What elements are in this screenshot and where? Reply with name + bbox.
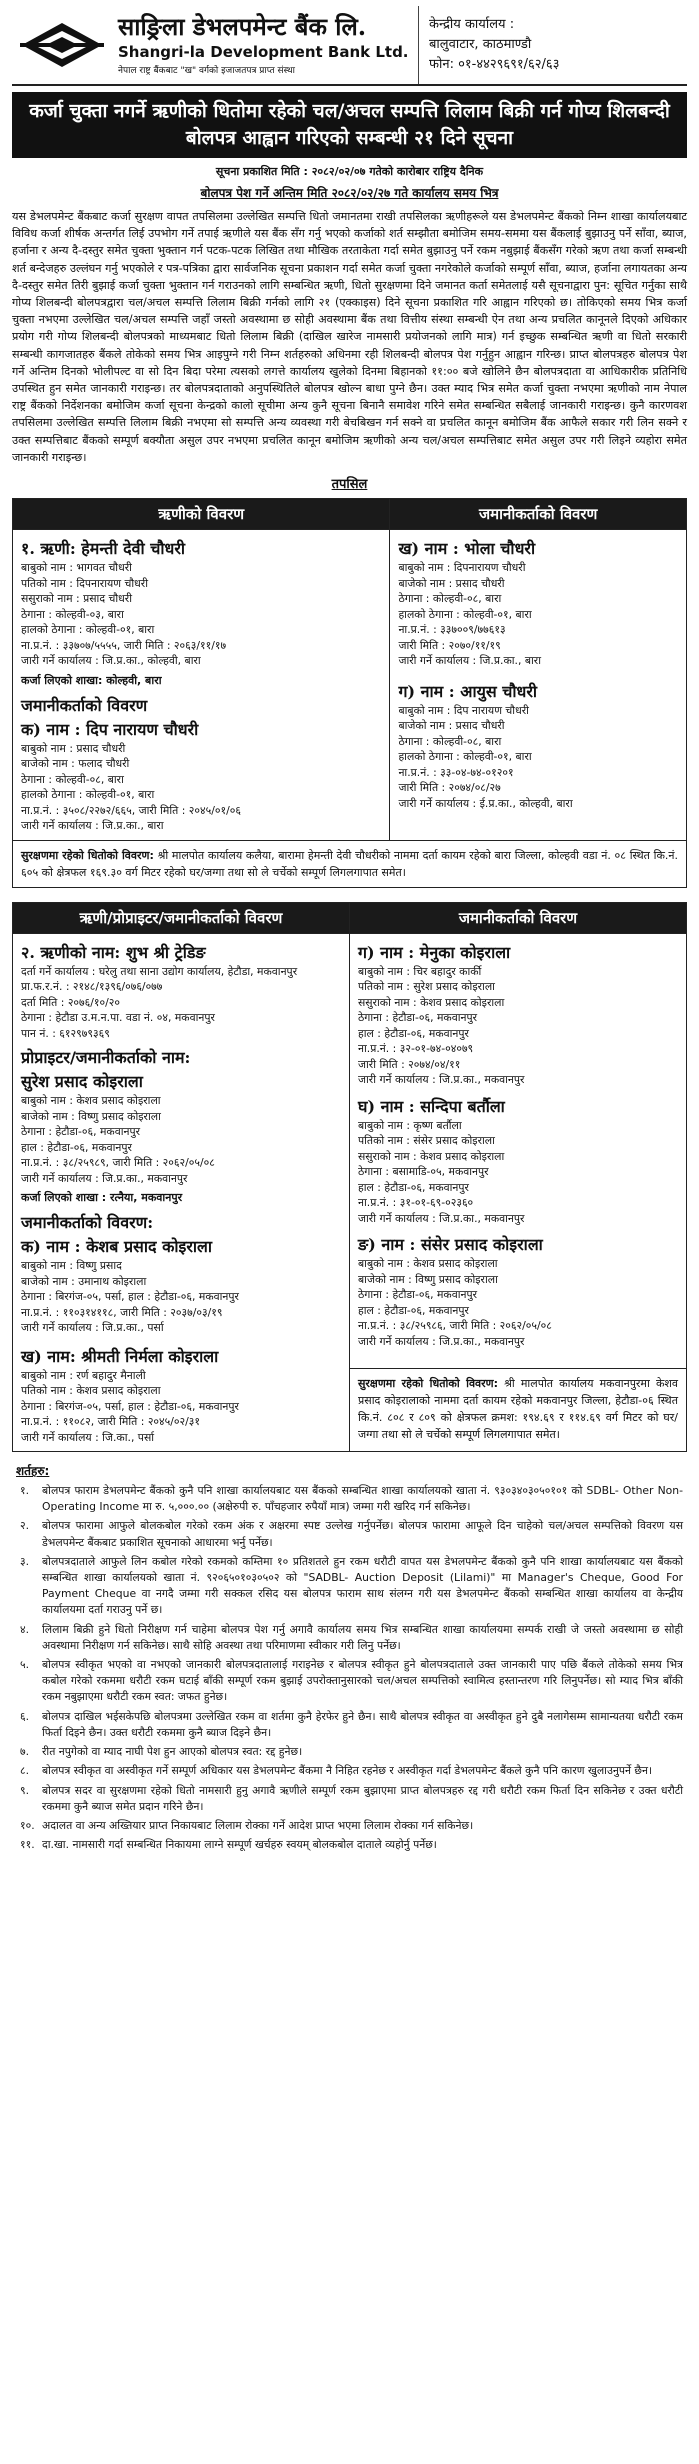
borrower-table-2 [12,902,687,1453]
guarantor-detail: ना.प्र.नं. : ३५०८/२२७२/६६५, जारी मिति : २०४५/०१/०६ [21,803,241,817]
table2-left-cell [13,933,350,1452]
table1-left-cell [13,530,390,841]
guarantor-detail: जारी गर्ने कार्यालय : जि.प्र.का., मकवानपुर [358,1211,525,1225]
bank-tagline: नेपाल राष्ट्र बैंकबाट "ख" वर्गको इजाजतपत्र प्राप्त संस्था [118,66,296,76]
guarantor-detail: बाबुको नाम : दिपनारायण चौधरी [398,561,526,575]
guarantor-detail: जारी मिति : २०७०/११/१९ [398,638,501,652]
security-text: श्री मालपोत कार्यालय मकवानपुरमा केशव प्रसाद कोइरालाको नाममा दर्ता कायम रहेको मकवानपुर जिल्ला, हेटौडा-०६ स्थित कि.नं. ८०८ र ८०९ को क्षेत्रफल क्रमश: १९४.६९ र ११४.६९ वर्ग मिटर को घर/जग्गा तथा सो ले चर्चेको सम्पूर्ण लिगलगापात समेत। [358,1376,678,1441]
terms-heading: शर्तहरु: [16,1464,50,1479]
guarantor-detail: बाजेको नाम : विष्णु प्रसाद कोइराला [358,1272,498,1286]
bank-logo-icon [20,21,104,69]
guarantor-detail: पतिको नाम : केशव प्रसाद कोइराला [21,1384,161,1398]
guarantor-detail: जारी मिति : २०७४/०८/२७ [398,781,501,795]
publish-date: सूचना प्रकाशित मिति : २०८२/०२/०७ गतेको कारोबार राष्ट्रिय दैनिक [215,165,484,178]
term-item [12,1554,687,1619]
guarantor-detail: बाबुको नाम : केशव प्रसाद कोइराला [358,1257,498,1271]
guarantor-detail: बाबुको नाम : कृष्ण बर्तौला [358,1118,462,1132]
office-phone: फोन: ०१-४४२९६९१/६२/६३ [429,57,560,72]
office-info [418,6,687,84]
proprietor-detail: जारी गर्ने कार्यालय : जि.प्र.का., मकवानपुर [21,1171,188,1185]
term-text: लिलाम बिक्री हुने धितो निरीक्षण गर्न चाहेमा बोलपत्र पेश गर्नु अगावै कार्यालय समय भित्र सम्बन्धित शाखा कार्यालयमा सम्पर्क राखी जे जस्तो अवस्थामा छ सोही अवस्थामा निरीक्षण गर्न सकिनेछ। साथै सोहि अवस्था तथा परिमाणमा स्वीकार गरी लिनु पर्नेछ। [42,1622,683,1652]
guarantor-detail: बाबुको नाम : रर्ण बहादुर मैनाली [21,1368,146,1382]
term-item [12,1837,687,1853]
term-item [12,1622,687,1654]
guarantor-name: ङ) नाम : संसेर प्रसाद कोइराला [358,1235,543,1255]
term-text: बोलपत्र फारामा आफुले बोलकबोल गरेको रकम अंक र अक्षरमा स्पष्ट उल्लेख गर्नुपर्नेछ। बोलपत्र फारामा आफूले दिन चाहेको चल/अचल सम्पत्तिको विवरण यस डेभलपमेन्ट बैंकबाट प्रकाशित सूचनाको आधारमा भर्नु पर्नेछ। [42,1519,683,1549]
security-label: सुरक्षणमा रहेको धितोको विवरण: [358,1376,499,1390]
guarantor-detail: बाबुको नाम : प्रसाद चौधरी [21,741,126,755]
table2-right-cell [350,933,687,1368]
guarantor-detail: ठेगाना : बसामाडि-०५, मकवानपुर [358,1165,489,1179]
security-details-1 [13,840,687,887]
borrower-detail: जारी गर्ने कार्यालय : जि.प्र.का., कोल्हवी, बारा [21,654,201,668]
borrower-detail: ससुराको नाम : प्रसाद चौधरी [21,592,132,606]
guarantor-detail: ठेगाना : बिरगंज-०५, पर्सा, हाल : हेटौडा-०६, मकवानपुर [21,1399,239,1413]
borrower-detail: हालको ठेगाना : कोल्हवी-०१, बारा [21,623,155,637]
table2-col1-header: ऋणी/प्रोप्राइटर/जमानीकर्ताको विवरण [13,902,350,933]
borrower-detail: बाबुको नाम : भागवत चौधरी [21,561,132,575]
bank-name-english: Shangri-la Development Bank Ltd. [118,43,409,61]
guarantor-detail: जारी गर्ने कार्यालय : जि.प्र.का., पर्सा [21,1321,164,1335]
term-item [12,1518,687,1550]
proprietor-detail: ठेगाना : हेटौडा-०६, मकवानपुर [21,1125,141,1139]
term-number: ७. [20,1745,30,1759]
guarantor-detail: बाजेको नाम : प्रसाद चौधरी [398,719,505,733]
guarantor-detail: जारी मिति : २०७४/०४/११ [358,1057,461,1071]
guarantor-name: ग) नाम : मेनुका कोइराला [358,942,511,962]
term-item [12,1657,687,1706]
guarantor-detail: पतिको नाम : संसेर प्रसाद कोइराला [358,1134,495,1148]
guarantor-detail: बाबुको नाम : चिर बहादुर कार्की [358,964,482,978]
guarantor-detail: ठेगाना : बिरगंज-०५, पर्सा, हाल : हेटौडा-०६, मकवानपुर [21,1290,239,1304]
table2-col2-header: जमानीकर्ताको विवरण [350,902,687,933]
guarantor-name: घ) नाम : सन्दिपा बर्तौला [358,1096,505,1116]
term-item [12,1483,687,1515]
guarantor-detail: ना.प्र.नं. : ११०८२, जारी मिति : २०४५/०२/३१ [21,1415,201,1429]
office-address: बालुवाटार, काठमाण्डौ [429,37,532,52]
guarantor-detail: ठेगाना : कोल्हवी-०८, बारा [398,734,502,748]
guarantor-detail: ना.प्र.नं. : ११०३१४११८, जारी मिति : २०३७/०३/१९ [21,1305,223,1319]
guarantor-detail: ना.प्र.नं. : ३३७००९/७७६१३ [398,623,506,637]
office-label: केन्द्रीय कार्यालय : [429,17,515,32]
term-number: ९. [20,1783,30,1797]
guarantor-detail: जारी गर्ने कार्यालय : ई.प्र.का., कोल्हवी, बारा [398,796,573,810]
term-number: ८. [20,1764,30,1778]
guarantor-detail: ना.प्र.नं. : ३८/२५९८६, जारी मिति : २०६२/०५/०८ [358,1319,552,1333]
security-text: श्री मालपोत कार्यालय कलैया, बारामा हेमन्ती देवी चौधरीको नाममा दर्ता कायम रहेको बारा जिल्ला, कोल्हवी वडा नं. ०८ स्थित कि.नं. ६०५ को क्षेत्रफल १६९.३० वर्ग मिटर रहेको घर/जग्गा तथा सो ले चर्चेको सम्पूर्ण लिगलगापात समेत। [21,848,678,879]
tapsil-heading: तपसिल [331,477,368,493]
guarantor-detail: ससुराको नाम : केशव प्रसाद कोइराला [358,995,505,1009]
guarantor-name: क) नाम : केशब प्रसाद कोइराला [21,1237,213,1257]
notice-headline: कर्जा चुक्ता नगर्ने ऋणीको धितोमा रहेको चल/अचल सम्पत्ति लिलाम बिक्री गर्न गोप्य शिलबन्दी बोलपत्र आह्वान गरिएको सम्बन्धी २१ दिने सूचना [12,92,687,158]
term-text: बोलपत्रदाताले आफुले लिन कबोल गरेको रकमको कम्तिमा १० प्रतिशतले हुन रकम धरौटी वापत यस डेभलपमेन्ट बैंकको कुनै पनि शाखा कार्यालयबाट यस बैंकको सम्बन्धित शाखा कार्यालयको खाता नं. ९२०६५०१०३०५०२ को "SADBL- Auction Deposit (Lilami)" मा Manager's Cheque, Good For Payment Cheque वा नगदै जम्मा गरी सक्कल रसिद यस बोलपत्र फाराम साथ संलग्न गरी यस डेभलपमेन्ट बैंकको सम्बन्धित शाखा कार्यालय वा केन्द्रीय कार्यालयमा दर्ता गराउनु पर्ने छ। [42,1554,683,1617]
guarantor-detail: बाबुको नाम : विष्णु प्रसाद [21,1259,122,1273]
guarantor-detail: ना.प्र.नं. : ३२-०१-७४-०४०७९ [358,1042,474,1056]
borrower-name: १. ऋणी: हेमन्ती देवी चौधरी [21,539,186,559]
guarantor-detail: हालको ठेगाना : कोल्हवी-०१, बारा [398,607,532,621]
guarantor-name: ख) नाम : भोला चौधरी [398,539,536,559]
guarantor-heading: जमानीकर्ताको विवरण: [21,1213,154,1233]
guarantor-detail: जारी गर्ने कार्यालय : जि.प्र.का., बारा [398,654,541,668]
borrower-detail: ठेगाना : हेटौडा उ.म.न.पा. वडा नं. ०४, मकवानपुर [21,1011,215,1025]
term-item [12,1818,687,1834]
borrower-detail: ठेगाना : कोल्हवी-०३, बारा [21,607,124,621]
term-text: बोलपत्र सदर वा सुरक्षणमा रहेको धितो नामसारी हुनु अगावै ऋणीले सम्पूर्ण रकम बुझाएमा प्राप्त बोलपत्रहरु रद्द गरी धरौटी रकम फिर्ता दिन सकिनेछ र उक्त धरौटी रकममा कुनै ब्याज समेत प्रदान गरिने छैन। [42,1783,683,1813]
terms-list [12,1483,687,1853]
proprietor-detail: हाल : हेटौडा-०६, मकवानपुर [21,1140,132,1154]
guarantor-detail: जारी गर्ने कार्यालय : जि.प्र.का., मकवानपुर [358,1073,525,1087]
term-text: दा.खा. नामसारी गर्दा सम्बन्धित निकायमा लाग्ने सम्पूर्ण खर्चहरु स्वयम् बोलकबोल दाताले व्यहोर्नु पर्नेछ। [42,1838,437,1852]
borrower-detail: ना.प्र.नं. : ३३७०७/५५५५, जारी मिति : २०६३/११/१७ [21,638,227,652]
guarantor-heading: जमानीकर्ताको विवरण [21,695,148,715]
table1-col2-header: जमानीकर्ताको विवरण [390,499,687,530]
guarantor-detail: पतिको नाम : सुरेश प्रसाद कोइराला [358,980,495,994]
bank-logo [12,6,112,84]
guarantor-detail: जारी गर्ने कार्यालय : जि.का., पर्सा [21,1430,155,1444]
table1-right-cell [390,530,687,841]
guarantor-detail: ठेगाना : कोल्हवी-०८, बारा [398,592,502,606]
borrower-name: २. ऋणीको नाम: शुभ श्री ट्रेडिङ [21,942,206,962]
term-number: १. [20,1484,30,1498]
guarantor-detail: ठेगाना : हेटौडा-०६, मकवानपुर [358,1011,478,1025]
guarantor-name: क) नाम : दिप नारायण चौधरी [21,719,199,739]
term-text: बोलपत्र दाखिल भईसकेपछि बोलपत्रमा उल्लेखित रकम वा शर्तमा कुनै हेरफेर हुने छैन। साथै बोलपत्र स्वीकृत वा अस्वीकृत हुने दुबै नलागेसम्म सामान्यतया धरौटी रकम फिर्ता दिइने छैन। उक्त धरौटी रकममा कुनै ब्याज दिइने छैन। [42,1709,683,1739]
guarantor-detail: बाजेको नाम : फलाद चौधरी [21,757,130,771]
guarantor-detail: ठेगाना : कोल्हवी-०८, बारा [21,772,124,786]
guarantor-detail: ना.प्र.नं. : ३३-०४-७४-०१२०१ [398,765,514,779]
proprietor-detail: बाजेको नाम : विष्णु प्रसाद कोइराला [21,1109,161,1123]
loan-branch: कर्जा लिएको शाखा: कोल्हवी, बारा [21,673,162,687]
notice-body: यस डेभलपमेन्ट बैंकबाट कर्जा सुरक्षण वापत तपसिलमा उल्लेखित सम्पत्ति धितो जमानतमा राखी तपसिलका ऋणीहरूले यस डेभलपमेन्ट बैंकको निम्न शाखा कार्यालयबाट विविध कर्जा शीर्षक अन्तर्गत लिई उपभोग गर्ने तपाई ऋणीले यस बैंक सँग गर्नु भएको कर्जाको शर्त सम्झौता बमोजिम समय-सममा यस बैंकलाई बुझाउनु पर्ने साँवा, ब्याज, हर्जाना र अन्य दै-दस्तुर समेत चुक्ता भुक्तान गर्न पटक-पटक लिखित तथा मौखिक तरताकेता गर्दा समेत बुझाउनु पर्ने रकम नबुझाई बैंकसँग गरेको ऋण तथा कर्जा सम्बन्धी शर्त बन्देजहरु उल्लंघन गर्नु भएकोले र पत्र-पत्रिका द्वारा सार्वजनिक सूचना प्रकाशन गर्दा समेत कर्जा चुक्ता नगरेकोले कर्जाको सम्पूर्ण साँवा, ब्याज, हर्जाना लगायतका अन्य दै-दस्तुर समेत तिरी बुझाई कर्जा चुक्ता भुक्तान गर्न गराउनको लागि सम्बन्धित ऋणी, धितो सुरक्षणमा दिने जमानत कर्ता समेतलाई यसै सूचनाद्वारा पुन: सूचित गर्नुका साथै गोप्य शिलबन्दी बोलपत्रद्वारा चल/अचल सम्पत्ति लिलाम बिक्री गर्नको लागि २१ (एक्काइस) दिने सूचना प्रकाशित गरि आह्वान गरिएको छ। तोकिएको समय भित्र कर्जा चुक्ता नभएमा उल्लेखित चल/अचल सम्पत्ति जहाँ जस्तो अवस्थामा छ सोही अवस्थामा बैंक तथा वित्तीय संस्था सम्बन्धी ऐन तथा अन्य प्रचलित कानूनले दिएको अधिकार प्रयोग गरी गोप्य शिलबन्दी बोलपत्रको माध्यमबाट धितो लिलाम बिक्री (दाखिल खारेज नामसारी प्रयोजनको लागि मात्र) गर्न इच्छुक सम्बन्धित ऋणी वा धितो सरकारी सम्बन्धी कागजातहरु बैंकले तोकेको समय भित्र आइपुग्ने गरी निम्न शर्तहरुको अधिनमा रही शिलबन्दी बोलपत्र पेश गर्नुहुन आह्वान गरिन्छ। प्राप्त बोलपत्रहरु बोलपत्र पेश गर्ने अन्तिम दिनको भोलीपल्ट वा सो दिन बिदा परेमा त्यसको लगत्ते कार्यालय खुलेको दिनमा बिहानको ११:०० बजे खोलिने छैन बोलपत्रदाता वा आधिकारीक प्रतिनिधि उपस्थित हुन समेत जानकारी गराइन्छ। तर बोलपत्रदाताको अनुपस्थितिले बोलपत्र खोल्न बाधा पुग्ने छैन। उक्त म्याद भित्र समेत कर्जा चुक्ता नभएमा ऋणीको नाम नेपाल राष्ट्र बैंकको निर्देशनका बमोजिम कर्जा सूचना केन्द्रको कालो सूचीमा अन्य कुनै सूचना बिनानै समावेश गरिने समेत सम्बन्धित सबैलाई जानकारी गराइन्छ। कुनै कारणवश तपसिलमा उल्लेखित सम्पत्ति लिलाम बिक्री नभएमा सो सम्पत्ति अन्य व्यवस्था गरी बेचबिखन गर्न सक्ने वा प्रचलित कानून बमोजिम बैंक आफैले सकार गरी लिन सक्ने र उक्त सम्पत्तिबाट बैंकको सम्पूर्ण बक्यौता असुल उपर नभएमा प्रचलित कानून बमोजिम ऋणीको अन्य चल/अचल सम्पत्तिबाट समेत असुल उपर गरी लिइने व्यहोरा समेत जानकारी गराइन्छ। [12,210,687,464]
borrower-table-1 [12,498,687,888]
term-item [12,1783,687,1815]
term-text: रीत नपुगेको वा म्याद नाघी पेश हुन आएको बोलपत्र स्वत: रद्द हुनेछ। [42,1745,303,1759]
borrower-detail: पतिको नाम : दिपनारायण चौधरी [21,576,149,590]
borrower-detail: पान नं. : ६१२९७९३६९ [21,1026,110,1040]
bank-names [112,6,418,84]
term-item [12,1744,687,1760]
bank-header [12,6,687,86]
term-number: ६. [20,1709,30,1723]
guarantor-detail: बाजेको नाम : प्रसाद चौधरी [398,576,505,590]
term-number: २. [20,1519,30,1533]
proprietor-heading: प्रोप्राइटर/जमानीकर्ताको नाम: [21,1048,191,1068]
proprietor-detail: बाबुको नाम : केशव प्रसाद कोइराला [21,1094,161,1108]
term-item [12,1709,687,1741]
term-text: अदालत वा अन्य अख्तियार प्राप्त निकायबाट लिलाम रोक्का गर्ने आदेश प्राप्त भएमा लिलाम रोक्का गर्न सकिनेछ। [42,1818,474,1832]
guarantor-name: ग) नाम : आयुस चौधरी [398,681,538,701]
term-number: १०. [20,1818,35,1832]
guarantor-detail: बाजेको नाम : उमानाथ कोइराला [21,1274,147,1288]
last-submission-date: बोलपत्र पेश गर्ने अन्तिम मिति २०८२/०२/२७ गते कार्यालय समय भित्र [200,186,499,200]
term-number: ४. [20,1622,30,1636]
guarantor-detail: बाबुको नाम : दिप नारायण चौधरी [398,703,529,717]
guarantor-detail: ठेगाना : हेटौडा-०६, मकवानपुर [358,1288,478,1302]
guarantor-detail: जारी गर्ने कार्यालय : जि.प्र.का., बारा [21,819,164,833]
security-details-2 [350,1368,687,1451]
loan-branch: कर्जा लिएको शाखा : रत्नैया, मकवानपुर [21,1191,183,1205]
borrower-detail: दर्ता गर्ने कार्यालय : घरेलु तथा साना उद्योग कार्यालय, हेटौडा, मकवानपुर [21,964,298,978]
guarantor-detail: हाल : हेटौडा-०६, मकवानपुर [358,1026,469,1040]
security-label: सुरक्षणमा रहेको धितोको विवरण: [21,848,154,862]
term-number: ३. [20,1554,30,1568]
term-item [12,1763,687,1779]
borrower-detail: दर्ता मिति : २०७६/१०/२० [21,995,121,1009]
guarantor-name: ख) नाम: श्रीमती निर्मला कोइराला [21,1346,219,1366]
table1-col1-header: ऋणीको विवरण [13,499,390,530]
borrower-detail: प्रा.फ.र.नं. : २१४८/१३९६/०७६/०७७ [21,980,163,994]
guarantor-detail: हाल : हेटौडा-०६, मकवानपुर [358,1180,469,1194]
guarantor-detail: ना.प्र.नं. : ३१-०१-६९-०२३६० [358,1196,474,1210]
term-number: ११. [20,1838,35,1852]
term-text: बोलपत्र स्वीकृत वा अस्वीकृत गर्ने सम्पूर्ण अधिकार यस डेभलपमेन्ट बैंकमा नै निहित रहनेछ र अस्वीकृत गर्दा डेभलपमेन्ट बैंकले कुनै पनि कारण खुलाउनुपर्ने छैन। [42,1764,653,1778]
proprietor-detail: ना.प्र.नं. : ३८/२५९८९, जारी मिति : २०६२/०५/०८ [21,1156,215,1170]
guarantor-detail: ससुराको नाम : केशव प्रसाद कोइराला [358,1149,505,1163]
term-text: बोलपत्र फाराम डेभलपमेन्ट बैंकको कुनै पनि शाखा कार्यालयबाट यस बैंकको सम्बन्धित शाखा कार्यालयको खाता नं. ९३०३४०३०५०१०१ को SDBL- Other Non-Operating Income मा रु. ५,०००.०० (अक्षेरुपी रु. पाँचहजार रुपैयाँ मात्र) जम्मा गरी खरिद गर्न सकिनेछ। [42,1484,683,1514]
term-text: बोलपत्र स्वीकृत भएको वा नभएको जानकारी बोलपत्रदातालाई गराइनेछ र बोलपत्र स्वीकृत हुने बोलपत्रदाताले उक्त जानकारी पाए पछि बैंकले तोकेको समय भित्र कबोल गरेको रकममा धरौटी रकम घटाई बाँकी सम्पूर्ण रकम बुझाई उपरोक्तानुसारको चल/अचल सम्पत्तिको स्वामित्व हस्तान्तरण गरि लिनुपर्नेछ। सो म्याद भित्र बाँकी रकम नबुझाएमा धरौटी रकम स्वत: जफत हुनेछ। [42,1658,683,1704]
proprietor-name: सुरेश प्रसाद कोइराला [21,1072,143,1092]
bank-name-nepali: साङ्रिला डेभलपमेन्ट बैंक लि. [118,12,367,41]
term-number: ५. [20,1658,30,1672]
guarantor-detail: हालको ठेगाना : कोल्हवी-०१, बारा [398,750,532,764]
guarantor-detail: हालको ठेगाना : कोल्हवी-०१, बारा [21,788,155,802]
guarantor-detail: जारी गर्ने कार्यालय : जि.प्र.का., मकवानपुर [358,1334,525,1348]
guarantor-detail: हाल : हेटौडा-०६, मकवानपुर [358,1303,469,1317]
